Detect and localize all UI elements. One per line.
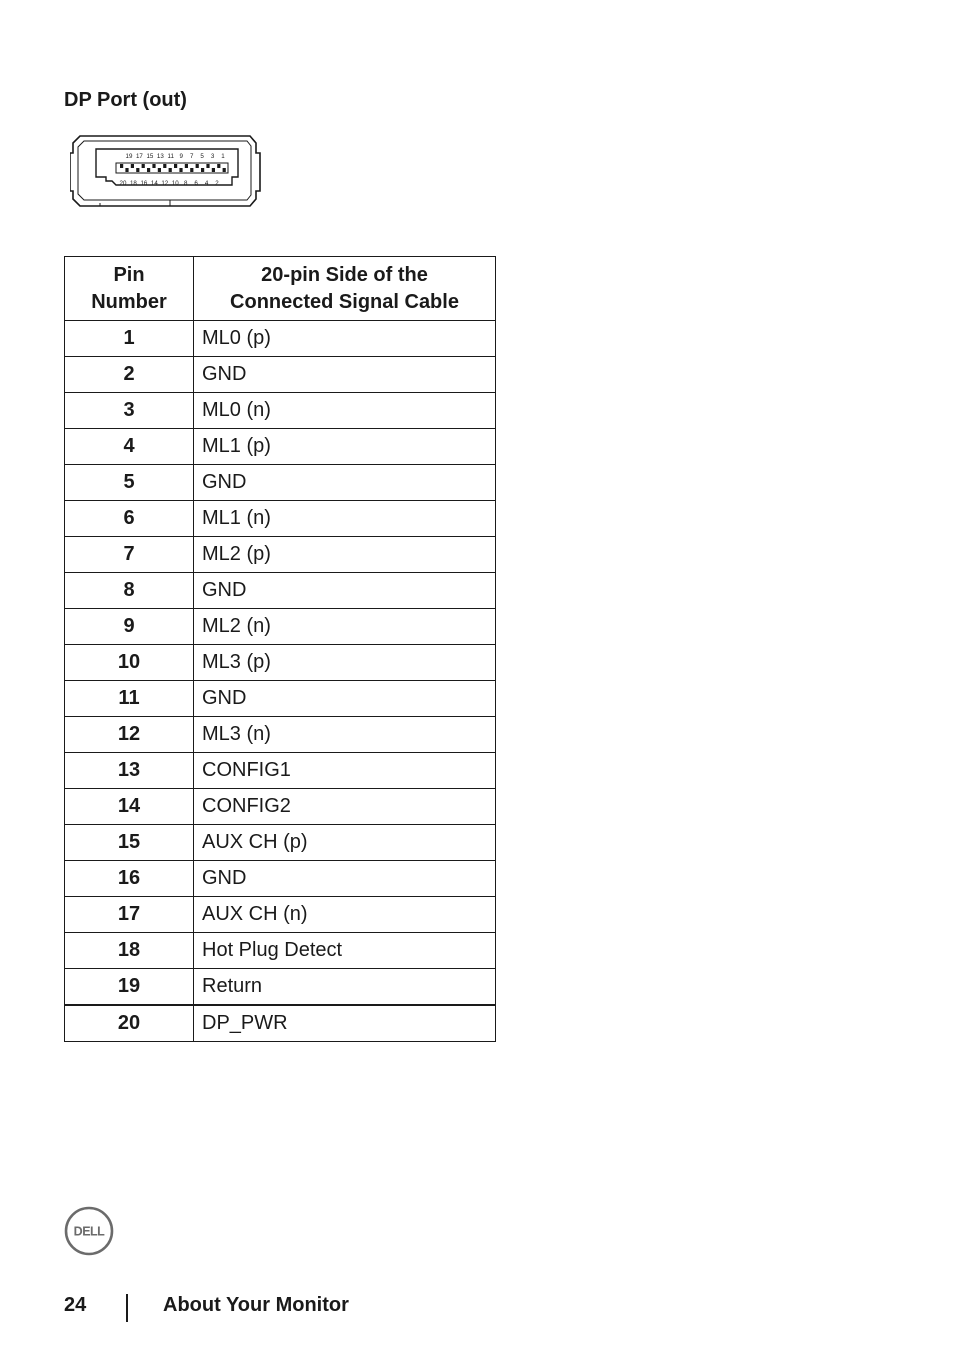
pin-contacts (120, 164, 226, 172)
pin-number: 19 (65, 969, 194, 1006)
table-row (65, 501, 496, 537)
table-row (65, 825, 496, 861)
table-row (65, 897, 496, 933)
footer-section-title: About Your Monitor (163, 1294, 349, 1316)
pin-number: 11 (65, 681, 194, 717)
pin-contact (120, 164, 123, 168)
pin-label-bottom: 14 (150, 180, 158, 187)
table-header-row (65, 257, 496, 321)
pin-number: 8 (65, 573, 194, 609)
pin-contact (131, 164, 134, 168)
signal-name: GND (194, 573, 496, 609)
header-signal-line1: 20-pin Side of the (261, 263, 428, 286)
pin-label-top: 11 (167, 153, 174, 160)
pin-contact (179, 168, 182, 172)
signal-name: ML1 (p) (194, 429, 496, 465)
table-row (65, 609, 496, 645)
table-row (65, 393, 496, 429)
pin-number: 6 (65, 501, 194, 537)
pin-label-bottom: 10 (171, 180, 179, 187)
table-row (65, 789, 496, 825)
signal-name: ML0 (n) (194, 393, 496, 429)
table-row (65, 861, 496, 897)
table-row (65, 465, 496, 501)
pin-contact (201, 168, 204, 172)
pin-label-top: 15 (146, 153, 154, 160)
pin-label-top: 1 (221, 153, 225, 160)
pin-contact (142, 164, 145, 168)
signal-name: DP_PWR (194, 1005, 496, 1042)
table-row (65, 537, 496, 573)
footer-divider (126, 1294, 128, 1322)
pin-number: 17 (65, 897, 194, 933)
pin-number: 15 (65, 825, 194, 861)
pin-label-bottom: 12 (161, 180, 169, 187)
header-pin-line1: Pin (113, 263, 145, 286)
table-row (65, 573, 496, 609)
header-signal (194, 257, 496, 321)
pin-label-bottom: 16 (140, 180, 148, 187)
pin-number: 7 (65, 537, 194, 573)
pin-contact (185, 164, 188, 168)
signal-name: ML1 (n) (194, 501, 496, 537)
pin-number: 5 (65, 465, 194, 501)
signal-name: ML3 (p) (194, 645, 496, 681)
top-row-pin-labels (126, 153, 226, 160)
signal-name: CONFIG2 (194, 789, 496, 825)
pin-label-bottom: 6 (194, 180, 198, 187)
pin-contact (174, 164, 177, 168)
header-pin-line2: Number (91, 290, 167, 313)
pin-label-top: 19 (125, 153, 133, 160)
pin-number: 1 (65, 321, 194, 357)
pin-contact (163, 164, 166, 168)
table-row (65, 969, 496, 1006)
pin-contact (147, 168, 150, 172)
pin-label-top: 9 (179, 153, 183, 160)
table-row (65, 681, 496, 717)
pin-label-top: 13 (156, 153, 164, 160)
table-row (65, 429, 496, 465)
header-signal-line2: Connected Signal Cable (230, 290, 459, 313)
pin-contact (217, 164, 220, 168)
table-row (65, 321, 496, 357)
pin-label-bottom: 8 (183, 180, 188, 187)
pin-number: 9 (65, 609, 194, 645)
pin-label-bottom: 18 (129, 180, 137, 187)
section-title: DP Port (out) (64, 89, 187, 111)
signal-name: ML2 (n) (194, 609, 496, 645)
pin-label-top: 17 (135, 153, 143, 160)
page-number: 24 (64, 1294, 87, 1316)
bottom-row-pin-labels (120, 180, 220, 187)
pin-contact (196, 164, 199, 168)
pin-contact (212, 168, 215, 172)
pin-number: 10 (65, 645, 194, 681)
pin-number: 16 (65, 861, 194, 897)
pin-assignment-table (64, 256, 496, 1042)
header-pin-number (65, 257, 194, 321)
table-row (65, 753, 496, 789)
signal-name: GND (194, 681, 496, 717)
signal-name: Return (194, 969, 496, 1006)
pin-contact (223, 168, 226, 172)
signal-name: AUX CH (p) (194, 825, 496, 861)
displayport-connector-diagram (70, 133, 262, 209)
pin-contact (190, 168, 193, 172)
signal-name: ML3 (n) (194, 717, 496, 753)
pin-number: 4 (65, 429, 194, 465)
pin-contact (125, 168, 128, 172)
table-row (65, 1005, 496, 1042)
pin-label-bottom: 20 (119, 180, 127, 187)
signal-name: GND (194, 357, 496, 393)
pin-number: 20 (65, 1005, 194, 1042)
table-row (65, 933, 496, 969)
table-row (65, 357, 496, 393)
dell-logo-text: DELL (73, 1224, 105, 1239)
signal-name: ML0 (p) (194, 321, 496, 357)
signal-name: AUX CH (n) (194, 897, 496, 933)
signal-name: Hot Plug Detect (194, 933, 496, 969)
pin-label-bottom: 2 (215, 180, 219, 187)
table-row (65, 717, 496, 753)
pin-number: 13 (65, 753, 194, 789)
pin-number: 2 (65, 357, 194, 393)
pin-label-top: 5 (200, 153, 204, 160)
pin-contact (206, 164, 209, 168)
pin-number: 18 (65, 933, 194, 969)
pin-label-top: 7 (189, 153, 194, 160)
dell-logo-icon (64, 1206, 114, 1256)
pin-number: 14 (65, 789, 194, 825)
signal-name: ML2 (p) (194, 537, 496, 573)
signal-name: GND (194, 465, 496, 501)
signal-name: GND (194, 861, 496, 897)
table-row (65, 645, 496, 681)
pin-contact (158, 168, 161, 172)
pin-label-bottom: 4 (204, 180, 209, 187)
pin-number: 3 (65, 393, 194, 429)
pin-label-top: 3 (210, 153, 215, 160)
pin-contact (152, 164, 155, 168)
pin-contact (136, 168, 139, 172)
pin-number: 12 (65, 717, 194, 753)
pin-contact (169, 168, 172, 172)
signal-name: CONFIG1 (194, 753, 496, 789)
